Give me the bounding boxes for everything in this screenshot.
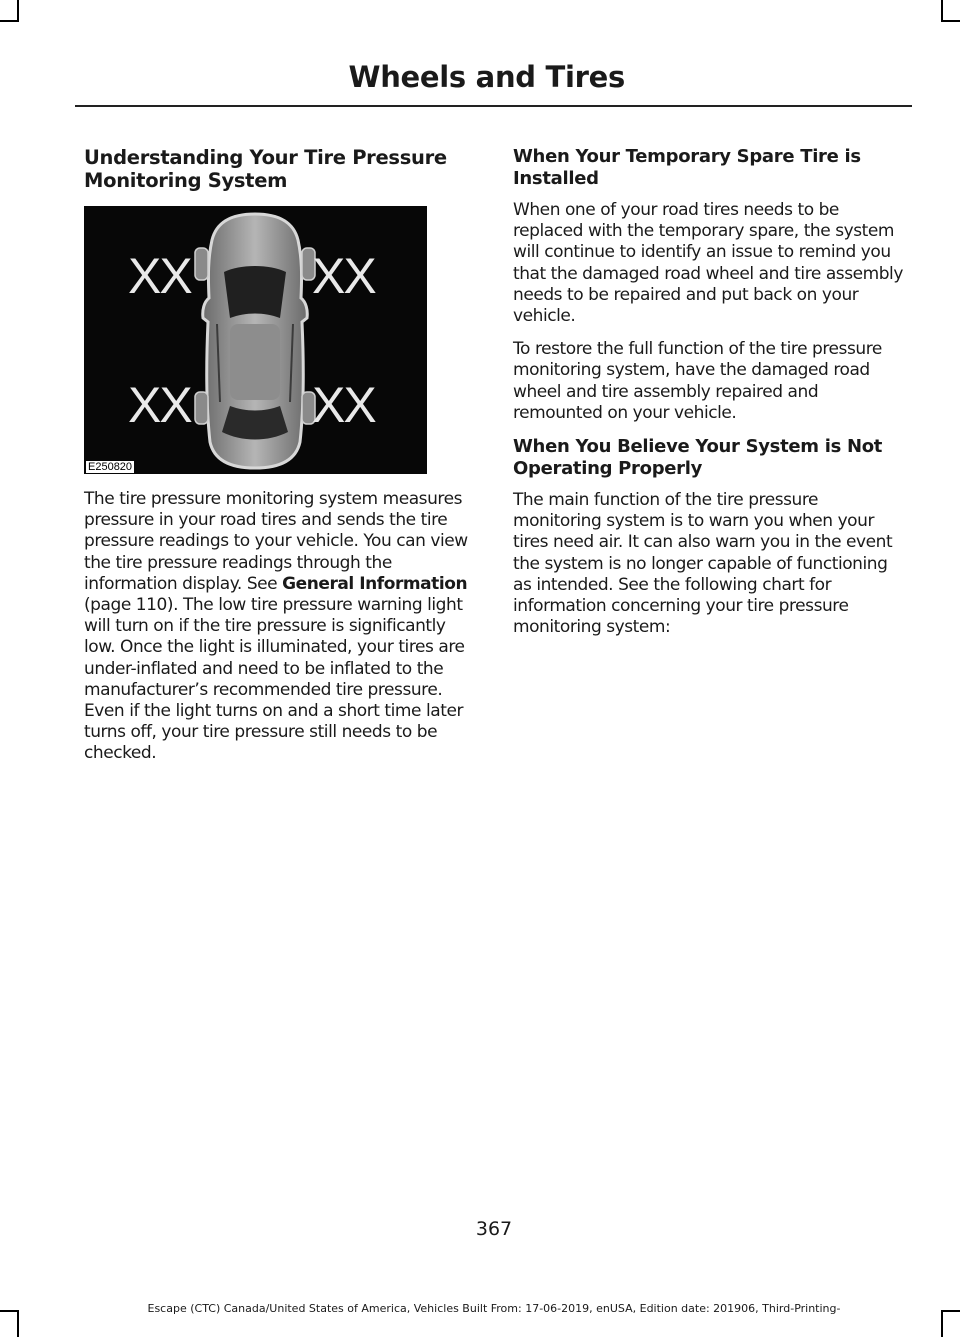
body-paragraph: When one of your road tires needs to be replaced with the temporary spare, the system will continue to identify an issue to remind you that the damaged road wheel and tire assembly needs to be repaired and put back on your vehicle. <box>513 200 903 327</box>
header-divider <box>75 105 912 107</box>
tpms-display-figure <box>84 206 427 474</box>
vehicle-top-view-icon <box>84 206 427 474</box>
rear-right-tire-pressure-readout: XX <box>312 377 375 433</box>
crop-mark-top-right <box>941 0 943 22</box>
crop-mark-top-left <box>17 0 19 22</box>
front-right-tire-pressure-readout: XX <box>312 248 375 304</box>
section-heading: When You Believe Your System is Not Operating Properly <box>513 436 883 480</box>
footer-edition-info: Escape (CTC) Canada/United States of America, Vehicles Built From: 17-06-2019, enUSA, Edition date: 201906, Third-Printing- <box>147 1302 841 1315</box>
page-number: 367 <box>475 1218 513 1240</box>
figure-code: E250820 <box>88 461 133 473</box>
general-information-link[interactable]: General Information <box>282 573 468 594</box>
paragraph-text: The tire pressure monitoring system measures pressure in your road tires and sends the tire pressure readings to your vehicle. You can view the tire pressure readings through the information display. See <box>84 489 468 594</box>
left-column <box>84 146 479 777</box>
right-column <box>513 146 908 650</box>
crop-mark-top-right <box>941 20 960 22</box>
section-heading: When Your Temporary Spare Tire is Installed <box>513 146 861 189</box>
page-header-title: Wheels and Tires <box>348 60 625 94</box>
body-paragraph: To restore the full function of the tire pressure monitoring system, have the damaged road wheel and tire assembly repaired and remounted on your vehicle. <box>513 339 882 423</box>
body-paragraph: The main function of the tire pressure monitoring system is to warn you when your tires need air. It can also warn you in the event the system is no longer capable of functioning as intended. See the following chart for information concerning your tire pressure monitoring system: <box>513 490 893 638</box>
body-paragraph <box>84 489 479 765</box>
section-heading: Understanding Your Tire Pressure Monitoring System <box>84 146 447 192</box>
crop-mark-top-left <box>0 20 19 22</box>
front-left-tire-pressure-readout: XX <box>128 248 191 304</box>
rear-left-tire-pressure-readout: XX <box>128 377 191 433</box>
paragraph-text: (page 110). The low tire pressure warning light will turn on if the tire pressure is significantly low. Once the light is illuminated, your tires are under-inflated and need to be inflated to the manufacturer’s recommended tire pressure. Even if the light turns on and a short time later turns off, your tire pressure still needs to be checked. <box>84 595 465 764</box>
